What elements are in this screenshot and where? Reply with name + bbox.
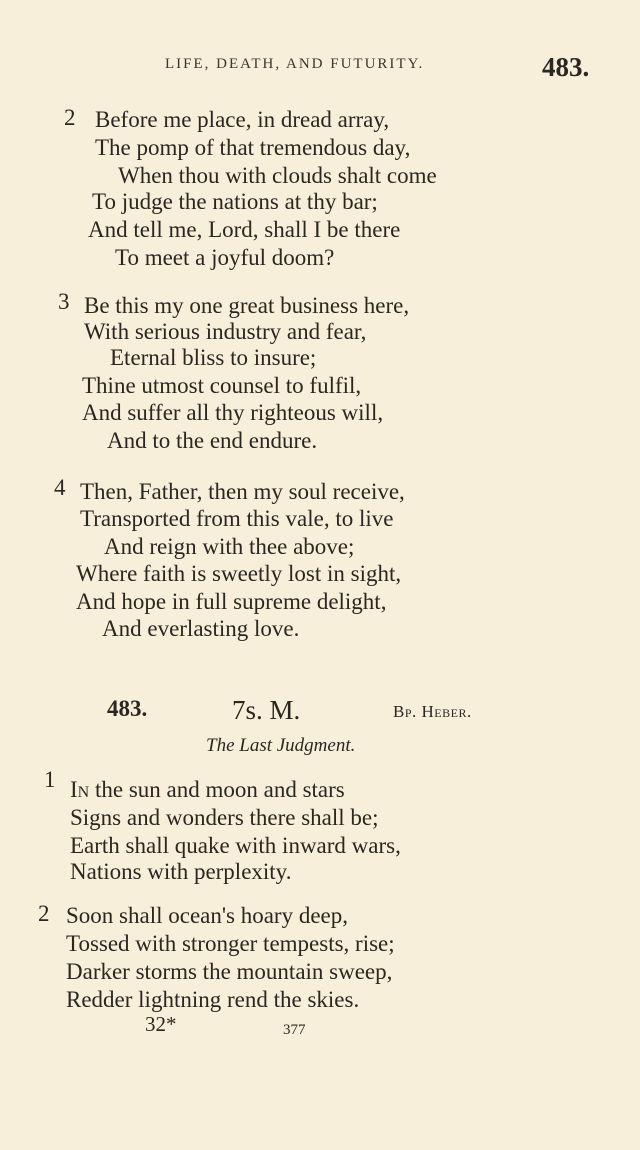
stanza-number: 2	[64, 105, 76, 130]
verse-line: Nations with perplexity.	[70, 859, 292, 884]
hymn-header	[0, 696, 640, 730]
verse-line: Earth shall quake with inward wars,	[70, 833, 401, 858]
stanza-number: 1	[44, 767, 56, 792]
verse-line: To judge the nations at thy bar;	[92, 189, 378, 214]
hymn-author: Bp. Heber.	[393, 702, 472, 721]
verse-line: Darker storms the mountain sweep,	[66, 959, 393, 984]
hymn-number: 483.	[107, 696, 148, 721]
verse-line: And suffer all thy righteous will,	[82, 400, 384, 425]
stanza-number: 4	[54, 475, 66, 500]
verse-line: Signs and wonders there shall be;	[70, 805, 379, 830]
verse-line: Where faith is sweetly lost in sight,	[76, 561, 402, 586]
stanza-number: 3	[58, 289, 70, 314]
stanza-number: 2	[38, 901, 50, 926]
hymn-meter: 7s. M.	[232, 695, 301, 725]
verse-line: Be this my one great business here,	[84, 293, 410, 318]
verse-line: Tossed with stronger tempests, rise;	[66, 931, 395, 956]
verse-line: Soon shall ocean's hoary deep,	[66, 903, 348, 928]
verse-line-rest: the sun and moon and stars	[89, 777, 345, 802]
verse-line: And everlasting love.	[102, 616, 300, 641]
verse-line: And to the end endure.	[107, 428, 318, 453]
page-header	[0, 52, 640, 86]
verse-line: And reign with thee above;	[104, 534, 355, 559]
running-title: LIFE, DEATH, AND FUTURITY.	[165, 56, 425, 72]
verse-line: Transported from this vale, to live	[80, 506, 394, 531]
hymn-subtitle: The Last Judgment.	[206, 735, 356, 756]
verse-line: With serious industry and fear,	[84, 319, 367, 344]
verse-line: Redder lightning rend the skies.	[66, 987, 360, 1012]
verse-line: To meet a joyful doom?	[115, 245, 335, 270]
page-number: 377	[283, 1022, 306, 1038]
verse-line: Then, Father, then my soul receive,	[80, 479, 405, 504]
verse-line: Thine utmost counsel to fulfil,	[82, 373, 362, 398]
signature-mark: 32*	[145, 1012, 177, 1036]
verse-line: Eternal bliss to insure;	[110, 345, 317, 370]
verse-line: The pomp of that tremendous day,	[95, 135, 411, 160]
verse-line: When thou with clouds shalt come	[118, 163, 437, 188]
verse-line: And tell me, Lord, shall I be there	[88, 217, 401, 242]
first-word: In	[70, 777, 90, 802]
header-hymn-number: 483.	[542, 52, 590, 82]
verse-line	[70, 776, 345, 804]
verse-line: Before me place, in dread array,	[95, 107, 390, 132]
verse-line: And hope in full supreme delight,	[76, 589, 387, 614]
